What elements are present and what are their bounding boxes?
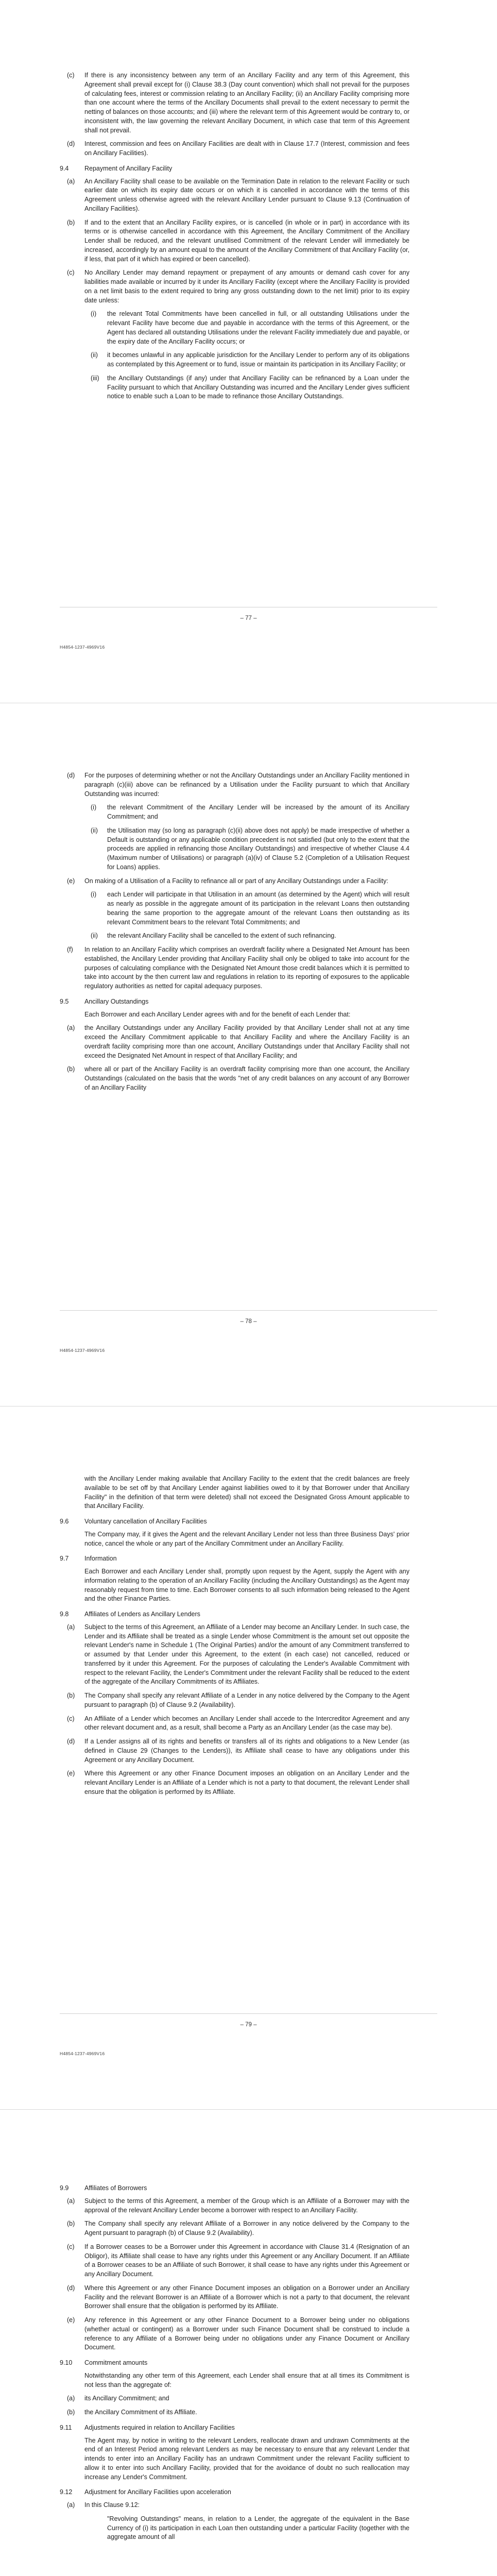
- paragraph-text: If a Borrower ceases to be a Borrower under this Agreement in accordance with Clause 31.4 (Resignation of an Obligor), its Affiliate shall cease to have any rights under this Agreement or any Ancillary Document. If an Affiliate of a Borrower ceases to be an Affiliate of such Borrower, it shall cease to have any rights under this Agreement or any Ancillary Document.: [84, 2243, 409, 2278]
- clause-paragraph: [60, 1623, 409, 1687]
- paragraph-text: Where this Agreement or any other Finance Document imposes an obligation on a Borrower under an Ancillary Facility and the relevant Borrower is an Affiliate of a Borrower which is not a party to that document, the relevant Borrower shall ensure that the obligation is performed by its Affiliate.: [84, 2284, 409, 2310]
- sub-paragraph-label: (i): [91, 891, 97, 899]
- paragraph-label: (c): [67, 2243, 75, 2250]
- clause-paragraph: [60, 2408, 409, 2417]
- document-reference: H4854-1237-4969V16: [60, 1348, 105, 1353]
- paragraph-label: (d): [67, 772, 75, 779]
- paragraph-text: Interest, commission and fees on Ancillary Facilities are dealt with in Clause 17.7 (Interest, commission and fees on Ancillary Facilities).: [84, 140, 409, 157]
- footer-divider: [60, 1310, 437, 1311]
- clause-paragraph: [60, 1769, 409, 1797]
- sub-paragraph-label: (i): [91, 804, 97, 811]
- page: [0, 2110, 497, 2576]
- page: [0, 1406, 497, 2110]
- clause-paragraph: [60, 2219, 409, 2238]
- paragraph-text: If there is any inconsistency between any term of an Ancillary Facility and any term of this Agreement, this Agreement shall prevail except for (i) Clause 38.3 (Day count convention) which shall not prevail for the purposes of calculating fees, interest or commission relating to an Ancillary Facility; (ii) an Ancillary Facility comprising more than one account where the terms of the Ancillary Documents shall prevail to the extent necessary to permit the netting of balances on those accounts; and (iii) where the relevant term of this Agreement would be contrary to, or inconsistent with, the law governing the relevant Ancillary Document, in which case that term of this Agreement shall not prevail.: [84, 72, 409, 134]
- paragraph-text: where all or part of the Ancillary Facility is an overdraft facility comprising more than one account, the Ancillary Outstandings (calculated on the basis that the words "net of any credit balances on any account of any Borrower of an Ancillary Facility: [84, 1065, 409, 1091]
- section-heading: [60, 2359, 409, 2368]
- paragraph-label: (b): [67, 2220, 75, 2228]
- section-title: Ancillary Outstandings: [84, 997, 149, 1005]
- section-number: 9.7: [60, 1555, 69, 1563]
- section-number: 9.10: [60, 2359, 73, 2366]
- paragraph-text: Subject to the terms of this Agreement, an Affiliate of a Lender may become an Ancillary Lender. In such case, the Lender and its Affiliate shall be treated as a single Lender whose Commitment is the amount set out opposite the relevant Lender's name in Schedule 1 (The Original Parties) and/or the amount of any Commitment transferred to or assumed by that Lender under this Agreement, to the extent (in each case) not cancelled, reduced or transferred by it under this Agreement. For the purposes of calculating the Lender's Available Commitment with respect to the relevant Facility, the Lender's Commitment under the relevant Facility shall be reduced to the extent of the aggregate of the Ancillary Commitments of its Affiliates.: [84, 1623, 409, 1686]
- clause-paragraph: [60, 140, 409, 158]
- section-title: Voluntary cancellation of Ancillary Facilities: [84, 1518, 207, 1525]
- paragraph-label: (c): [67, 1715, 75, 1722]
- section-number: 9.8: [60, 1611, 69, 1618]
- section-heading: [60, 2424, 409, 2433]
- section-title: Adjustment for Ancillary Facilities upon acceleration: [84, 2488, 231, 2496]
- page-number: – 79 –: [240, 2022, 257, 2028]
- section-number: 9.5: [60, 997, 69, 1005]
- paragraph-text: Where this Agreement or any other Finance Document imposes an obligation on an Ancillary Lender and the relevant Ancillary Lender is an Affiliate of a Lender which is not a party to that document, the relevant Lender shall ensure that the obligation is performed by its Affiliate.: [84, 1770, 409, 1795]
- sub-paragraph-label: (ii): [91, 826, 98, 834]
- paragraph-label: (f): [67, 946, 73, 953]
- paragraph-label: (d): [67, 2284, 75, 2292]
- paragraph-text: For the purposes of determining whether or not the Ancillary Outstandings under an Ancillary Facility mentioned in paragraph (c)(iii) above can be refinanced by a Utilisation under the Facility pursuant to which that Ancillary Outstanding was incurred:: [84, 772, 409, 798]
- sub-paragraph-text: the Utilisation may (so long as paragraph (c)(ii) above does not apply) be made irrespective of whether a Default is outstanding or any applicable condition precedent is not satisfied (but only to the extent that the proceeds are applied in refinancing those Ancillary Outstandings) and irrespective of whether Clause 4.4 (Maximum number of Utilisations) or paragraph (a)(iv) of Clause 5.2 (Completion of a Utilisation Request for Loans) applies.: [107, 826, 409, 871]
- section-heading: [60, 2184, 409, 2193]
- sub-paragraph: [84, 826, 409, 872]
- clause-paragraph: [60, 2501, 409, 2510]
- paragraph-text: On making of a Utilisation of a Facility to refinance all or part of any Ancillary Outstandings under a Facility:: [84, 877, 388, 885]
- sub-paragraph-label: (i): [91, 310, 97, 318]
- page: [0, 703, 497, 1406]
- clause-paragraph: [60, 268, 409, 305]
- body-text: Each Borrower and each Ancillary Lender shall, promptly upon request by the Agent, supply the Agent with any information relating to the operation of an Ancillary Facility (including the Ancillary Outstandings) as the Agent may reasonably request from time to time. Each Borrower consents to all such information being released to the Agent and the other Finance Parties.: [84, 1568, 409, 1603]
- paragraph-text: The Company shall specify any relevant Affiliate of a Borrower in any notice delivered by the Company to the Agent pursuant to paragraph (b) of Clause 9.2 (Availability).: [84, 2220, 409, 2236]
- paragraph-text: In this Clause 9.12:: [84, 2501, 140, 2509]
- continuation-text: with the Ancillary Lender making available that Ancillary Facility to the extent that the credit balances are freely available to be set off by that Ancillary Lender against liabilities owed to it by that Borrower under that Ancillary Facility" in the definition of that term were deleted) shall not exceed the Designated Gross Amount applicable to that Ancillary Facility.: [84, 1475, 409, 1510]
- body-text: The Agent may, by notice in writing to the relevant Lenders, reallocate drawn and undrawn Commitments at the end of an Interest Period among relevant Lenders as may be necessary to ensure that any relevant Lender that intends to enter into an Ancillary Facility has an undrawn Commitment under the relevant Facility sufficient to allow it to enter into such Ancillary Facility, provided that for the avoidance of doubt no such reallocation may increase any Lender's Commitment.: [84, 2436, 409, 2481]
- paragraph-label: (a): [67, 1024, 75, 1032]
- clause-paragraph: [60, 2394, 409, 2403]
- section-number: 9.4: [60, 164, 69, 172]
- paragraph-label: (a): [67, 2395, 75, 2402]
- paragraph-label: (b): [67, 2409, 75, 2416]
- clause-paragraph: [60, 1691, 409, 1710]
- clause-paragraph: [60, 945, 409, 991]
- sub-paragraph: [84, 374, 409, 401]
- clause-paragraph: [60, 177, 409, 214]
- sub-paragraph-label: (iii): [91, 374, 99, 382]
- paragraph-label: (e): [67, 877, 75, 885]
- paragraph-text: Any reference in this Agreement or any other Finance Document to a Borrower being under no obligations (whether actual or contingent) as a Borrower under such Finance Document shall be construed to include a reference to any Affiliate of a Borrower being under no obligations under any Finance Document or Ancillary Document.: [84, 2316, 409, 2351]
- clause-paragraph: [60, 1065, 409, 1092]
- body-text: Notwithstanding any other term of this Agreement, each Lender shall ensure that at all times its Commitment is not less than the aggregate of:: [84, 2371, 409, 2388]
- sub-paragraph-text: the Ancillary Outstandings (if any) under that Ancillary Facility can be refinanced by a Loan under the Facility pursuant to which that Ancillary Outstanding was incurred and the Ancillary Lender gives sufficient notice to enable such a Loan to be made to refinance those Ancillary Outstandings.: [107, 374, 409, 400]
- paragraph-label: (e): [67, 2316, 75, 2324]
- section-title: Adjustments required in relation to Ancillary Facilities: [84, 2424, 235, 2431]
- clause-paragraph: [60, 771, 409, 799]
- page-number: – 78 –: [240, 1318, 257, 1325]
- body-text: Each Borrower and each Ancillary Lender agrees with and for the benefit of each Lender that:: [84, 1010, 351, 1018]
- sub-paragraph-label: (ii): [91, 351, 98, 359]
- clause-paragraph: [60, 1737, 409, 1765]
- paragraph-text: the Ancillary Outstandings under any Ancillary Facility provided by that Ancillary Lender shall not at any time exceed the Ancillary Commitment applicable to that Ancillary Facility and where the Ancillary Facility is an overdraft facility comprising more than one account, Ancillary Outstandings under that Ancillary Facility shall not exceed the Designated Net Amount in respect of that Ancillary Facility; and: [84, 1024, 409, 1059]
- paragraph-label: (d): [67, 1738, 75, 1745]
- section-number: 9.6: [60, 1518, 69, 1525]
- sub-paragraph-text: the relevant Total Commitments have been cancelled in full, or all outstanding Utilisations under the relevant Facility have become due and payable in accordance with the terms of this Agreement, or the Agent has declared all outstanding Utilisations under the relevant Facility immediately due and payable, or the expiry date of the Ancillary Facility occurs; or: [107, 310, 409, 345]
- sub-paragraph: [84, 351, 409, 369]
- paragraph-label: (b): [67, 1692, 75, 1699]
- paragraph-label: (c): [67, 269, 75, 277]
- paragraph-text: An Ancillary Facility shall cease to be available on the Termination Date in relation to the relevant Facility or such earlier date on which its expiry date occurs or on which it is cancelled in accordance with the terms of this Agreement unless otherwise agreed with the relevant Ancillary Lender pursuant to Clause 9.13 (Continuation of Ancillary Facilities).: [84, 177, 409, 212]
- paragraph-text: the Ancillary Commitment of its Affiliate.: [84, 2409, 197, 2416]
- footer-divider: [60, 2013, 437, 2014]
- clause-paragraph: [60, 2284, 409, 2311]
- paragraph-text: If and to the extent that an Ancillary Facility expires, or is cancelled (in whole or in part) in accordance with its terms or is otherwise cancelled in accordance with this Agreement, the Ancillary Commitment of the Ancillary Lender shall be reduced, and the relevant unutilised Commitment of the relevant Lender will immediately be increased, accordingly by an amount equal to the amount of the Ancillary Commitment of that Ancillary Facility (or, if less, that part of it which has expired or been cancelled).: [84, 218, 409, 263]
- clause-paragraph: [60, 2316, 409, 2352]
- paragraph-label: (b): [67, 1065, 75, 1073]
- clause-paragraph: [60, 2197, 409, 2215]
- clause-paragraph: [60, 71, 409, 135]
- paragraph-label: (c): [67, 72, 75, 79]
- section-heading: [60, 997, 409, 1007]
- page: [0, 0, 497, 703]
- sub-paragraph: [84, 931, 409, 941]
- paragraph-label: (d): [67, 140, 75, 148]
- paragraph-text: No Ancillary Lender may demand repayment or prepayment of any amounts or demand cash cover for any liabilities made available or incurred by it under its Ancillary Facility (except where the Ancillary Facility is provided on a net limit basis to the extent required to bring any gross outstanding down to the net limit) prior to its expiry date unless:: [84, 269, 409, 304]
- sub-paragraph-text: the relevant Ancillary Facility shall be cancelled to the extent of such refinancing.: [107, 932, 336, 940]
- section-title: Affiliates of Lenders as Ancillary Lenders: [84, 1611, 200, 1618]
- section-heading: [60, 2488, 409, 2497]
- clause-paragraph: [60, 2243, 409, 2279]
- section-number: 9.12: [60, 2488, 73, 2496]
- sub-paragraph-text: the relevant Commitment of the Ancillary Lender will be increased by the amount of its Ancillary Commitment; and: [107, 804, 409, 820]
- clause-paragraph: [60, 877, 409, 886]
- section-title: Affiliates of Borrowers: [84, 2184, 147, 2192]
- sub-paragraph: [84, 310, 409, 346]
- section-number: 9.9: [60, 2184, 69, 2192]
- document-reference: H4854-1237-4969V16: [60, 2051, 105, 2056]
- paragraph-label: (a): [67, 177, 75, 185]
- sub-paragraph-text: each Lender will participate in that Utilisation in an amount (as determined by the Agent) which will result as nearly as possible in the aggregate amount of its participation in the relevant Loans then outstanding bearing the same proportion to the aggregate amount of the relevant Loans then outstanding as its relevant Commitment bears to the relevant Total Commitments; and: [107, 891, 409, 926]
- paragraph-text: its Ancillary Commitment; and: [84, 2395, 169, 2402]
- section-heading: [60, 1517, 409, 1527]
- section-heading: [60, 1554, 409, 1564]
- section-title: Repayment of Ancillary Facility: [84, 164, 173, 172]
- section-heading: [60, 164, 409, 174]
- paragraph-label: (e): [67, 1770, 75, 1777]
- section-title: Commitment amounts: [84, 2359, 148, 2366]
- paragraph-text: Subject to the terms of this Agreement, a member of the Group which is an Affiliate of a Borrower may with the approval of the relevant Ancillary Lender become a borrower with respect to an Ancillary Facility.: [84, 2197, 409, 2214]
- clause-paragraph: [60, 1715, 409, 1733]
- section-number: 9.11: [60, 2424, 72, 2431]
- sub-paragraph-text: it becomes unlawful in any applicable jurisdiction for the Ancillary Lender to perform any of its obligations as contemplated by this Agreement or to fund, issue or maintain its participation in its Ancillary Facility; or: [107, 351, 409, 368]
- definition-text: "Revolving Outstandings" means, in relation to a Lender, the aggregate of the equivalent in the Base Currency of (i) its participation in each Loan then outstanding under a particular Facility (together with the aggregate amount of all: [107, 2515, 409, 2541]
- sub-paragraph: [84, 803, 409, 822]
- document-reference: H4854-1237-4969V16: [60, 645, 105, 650]
- paragraph-label: (b): [67, 218, 75, 226]
- body-text: The Company may, if it gives the Agent and the relevant Ancillary Lender not less than three Business Days' prior notice, cancel the whole or any part of the Ancillary Commitment under an Ancillary Facility.: [84, 1530, 409, 1547]
- sub-paragraph-label: (ii): [91, 932, 98, 940]
- clause-paragraph: [60, 218, 409, 264]
- sub-paragraph: [84, 890, 409, 927]
- paragraph-text: An Affiliate of a Lender which becomes an Ancillary Lender shall accede to the Intercreditor Agreement and any other relevant document and, as a result, shall become a Party as an Ancillary Lender (as the case may be).: [84, 1715, 409, 1732]
- paragraph-label: (a): [67, 2501, 75, 2509]
- paragraph-label: (a): [67, 2197, 75, 2205]
- paragraph-text: The Company shall specify any relevant Affiliate of a Lender in any notice delivered by the Company to the Agent pursuant to paragraph (b) of Clause 9.2 (Availability).: [84, 1692, 409, 1708]
- section-title: Information: [84, 1555, 117, 1563]
- paragraph-text: If a Lender assigns all of its rights and benefits or transfers all of its rights and obligations to a New Lender (as defined in Clause 29 (Changes to the Lenders)), its Affiliate shall cease to have any obligations under this Agreement or any Ancillary Document.: [84, 1738, 409, 1764]
- page-number: – 77 –: [240, 615, 257, 621]
- clause-paragraph: [60, 1024, 409, 1060]
- section-heading: [60, 1610, 409, 1619]
- paragraph-label: (a): [67, 1623, 75, 1631]
- paragraph-text: In relation to an Ancillary Facility which comprises an overdraft facility where a Designated Net Amount has been established, the Ancillary Lender providing that Ancillary Facility shall only be obliged to take into account for the purposes of calculating compliance with the Designated Net Amount those credit balances which it is permitted to take into account by the then current law and regulations in relation to its reporting of exposures to the applicable regulatory authorities as netted for capital adequacy purposes.: [84, 946, 409, 990]
